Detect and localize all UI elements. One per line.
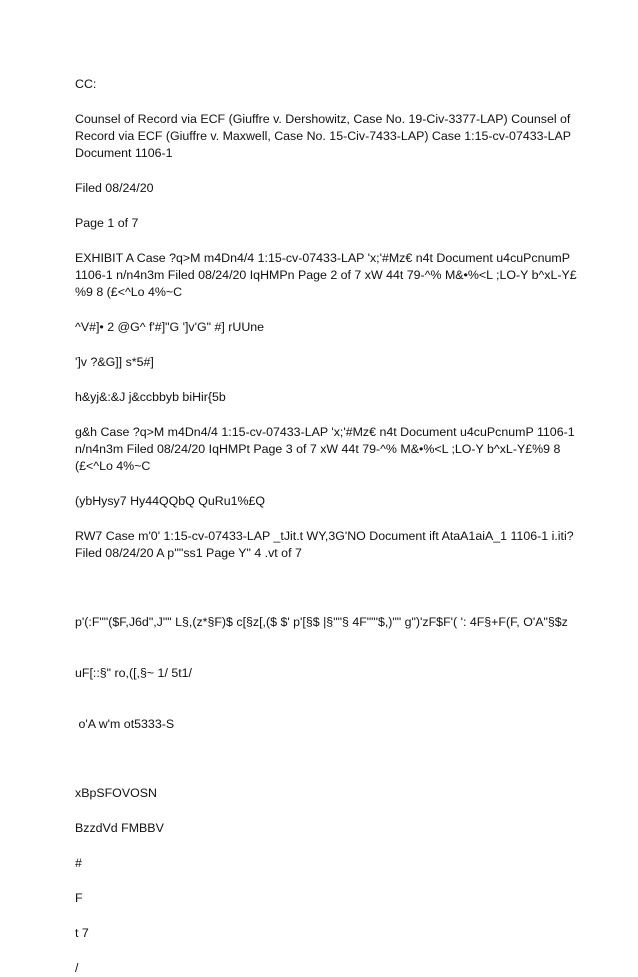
trailing-text-5: t 7 — [75, 926, 89, 940]
page-number: Page 1 of 7 — [75, 216, 139, 230]
trailing-text-3: # — [75, 856, 82, 870]
garbled-line-4: (ybHysy7 Hy44QQbQ QuRu1%£Q — [75, 494, 266, 508]
trailing-text-2: BzzdVd FMBBV — [75, 821, 164, 835]
counsel-paragraph: Counsel of Record via ECF (Giuffre v. Dershowitz, Case No. 19-Civ-3377-LAP) Counsel of Record via ECF (Giuffre v. Maxwell, Case No. 15-Civ-7433-LAP) Case 1:15-cv-07433-LAP Document 1106-1 — [75, 112, 575, 160]
garbled-block — [75, 580, 578, 767]
filed-date: Filed 08/24/20 — [75, 181, 154, 195]
trailing-text-1: xBpSFOVOSN — [75, 786, 157, 800]
garbled-block-line-1: p'(:F""($F,J6d",J"" L§,(z*§F)$ c[§z[,($ $' p'[§$ |§""§ 4F""'$,)"" g")'zF$F'( ': 4F§+F(F, O'A"§$z — [75, 615, 568, 629]
garbled-line-1: ^V#]• 2 @G^ f'#]"G ']v'G" #] rUUne — [75, 320, 265, 334]
trailing-text-6: / — [75, 961, 79, 975]
garbled-line-2: ']v ?&G]] s*5#] — [75, 355, 154, 369]
garbled-line-3: h&yj&:&J j&ccbbyb biHir{5b — [75, 390, 226, 404]
garbled-block-line-3: o'A w'm ot5333-S — [75, 717, 175, 731]
garbled-block-line-2: uF[::§" ro,([,§~ 1/ 5t1/ — [75, 666, 193, 680]
exhibit-paragraph: EXHIBIT A Case ?q>M m4Dn4/4 1:15-cv-07433-LAP 'x;'#Mz€ n4t Document u4cuPcnumP 1106-1 n/n4n3m Filed 08/24/20 IqHMPn Page 2 of 7 xW 44t 79-^% M&•%<L ;LO-Y b^xL-Y£%9 8 (£<^Lo 4%~C — [75, 251, 577, 299]
trailing-text-4: F — [75, 891, 83, 905]
case-paragraph-page-4: RW7 Case m'0' 1:15-cv-07433-LAP _tJit.t WY,3G'NO Document ift AtaA1aiA_1 1106-1 i.iti? Filed 08/24/20 A p'"'ss1 Page Y" 4 .vt of 7 — [75, 529, 578, 560]
cc-label: CC: — [75, 77, 97, 91]
case-paragraph-page-3: g&h Case ?q>M m4Dn4/4 1:15-cv-07433-LAP 'x;'#Mz€ n4t Document u4cuPcnumP 1106-1 n/n4n3m Filed 08/24/20 IqHMPt Page 3 of 7 xW 44t 79-^% M&•%<L ;LO-Y b^xL-Y£%9 8 (£<^Lo 4%~C — [75, 425, 579, 473]
